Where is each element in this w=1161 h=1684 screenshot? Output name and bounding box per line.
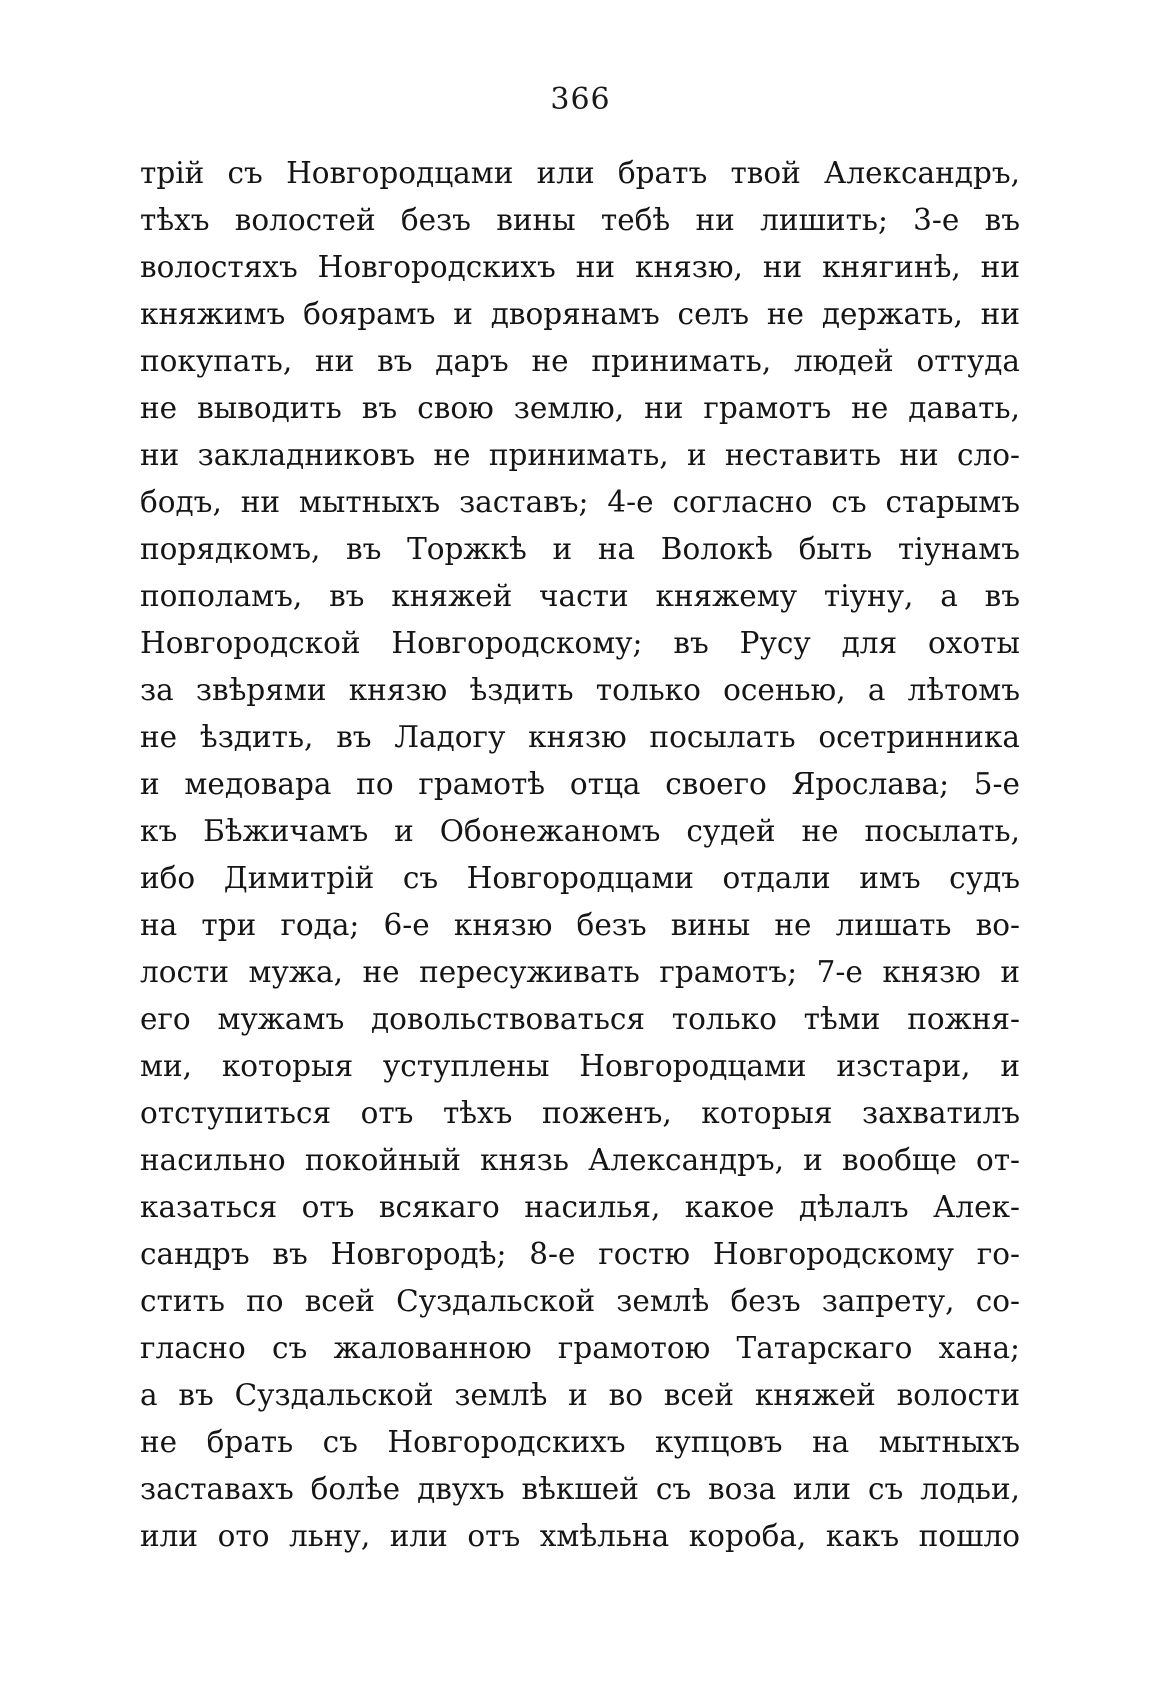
text-line: не брать съ Новгородскихъ купцовъ на мытныхъ (140, 1425, 1020, 1459)
page-number: 366 (550, 82, 611, 117)
text-line: ни закладниковъ не принимать, и неставить ни сло- (140, 438, 1020, 472)
text-line: Новгородской Новгородскому; въ Русу для охоты (140, 626, 1020, 660)
body-text (140, 150, 1020, 1560)
text-line: а въ Суздальской землѣ и во всей княжей волости (140, 1378, 1020, 1412)
text-line: стить по всей Суздальской землѣ безъ запрету, со- (140, 1284, 1020, 1318)
text-line: не ѣздить, въ Ладогу князю посылать осетринника (140, 720, 1020, 754)
text-line: насильно покойный князь Александръ, и вообще от- (140, 1143, 1020, 1177)
text-line: и медовара по грамотѣ отца своего Ярослава; 5-е (140, 767, 1020, 801)
text-line: пополамъ, въ княжей части княжему тіуну, а въ (140, 579, 1020, 613)
text-line: гласно съ жалованною грамотою Татарскаго хана; (140, 1331, 1020, 1365)
text-line: казаться отъ всякаго насилья, какое дѣлалъ Алек- (140, 1190, 1020, 1224)
text-line: бодъ, ни мытныхъ заставъ; 4-е согласно съ старымъ (140, 485, 1020, 519)
text-line: не выводить въ свою землю, ни грамотъ не давать, (140, 391, 1020, 425)
text-line: тѣхъ волостей безъ вины тебѣ ни лишить; 3-е въ (140, 203, 1020, 237)
text-line: волостяхъ Новгородскихъ ни князю, ни княгинѣ, ни (140, 250, 1020, 284)
text-line: покупать, ни въ даръ не принимать, людей оттуда (140, 344, 1020, 378)
text-line: ми, которыя уступлены Новгородцами изстари, и (140, 1049, 1020, 1083)
text-line: или ото льну, или отъ хмѣльна короба, какъ пошло (140, 1519, 1020, 1553)
text-line: отступиться отъ тѣхъ поженъ, которыя захватилъ (140, 1096, 1020, 1130)
text-line: княжимъ боярамъ и дворянамъ селъ не держать, ни (140, 297, 1020, 331)
text-line: его мужамъ довольствоваться только тѣми пожня- (140, 1002, 1020, 1036)
text-line: лости мужа, не пересуживать грамотъ; 7-е князю и (140, 955, 1020, 989)
text-line: ибо Димитрій съ Новгородцами отдали имъ судъ (140, 861, 1020, 895)
text-line: трій съ Новгородцами или братъ твой Александръ, (140, 156, 1020, 190)
text-line: сандръ въ Новгородѣ; 8-е гостю Новгородскому го- (140, 1237, 1020, 1271)
text-line: заставахъ болѣе двухъ вѣкшей съ воза или съ лодьи, (140, 1472, 1020, 1506)
text-line: за звѣрями князю ѣздить только осенью, а лѣтомъ (140, 673, 1020, 707)
text-line: порядкомъ, въ Торжкѣ и на Волокѣ быть тіунамъ (140, 532, 1020, 566)
text-line: на три года; 6-е князю безъ вины не лишать во- (140, 908, 1020, 942)
text-line: къ Бѣжичамъ и Обонежаномъ судей не посылать, (140, 814, 1020, 848)
